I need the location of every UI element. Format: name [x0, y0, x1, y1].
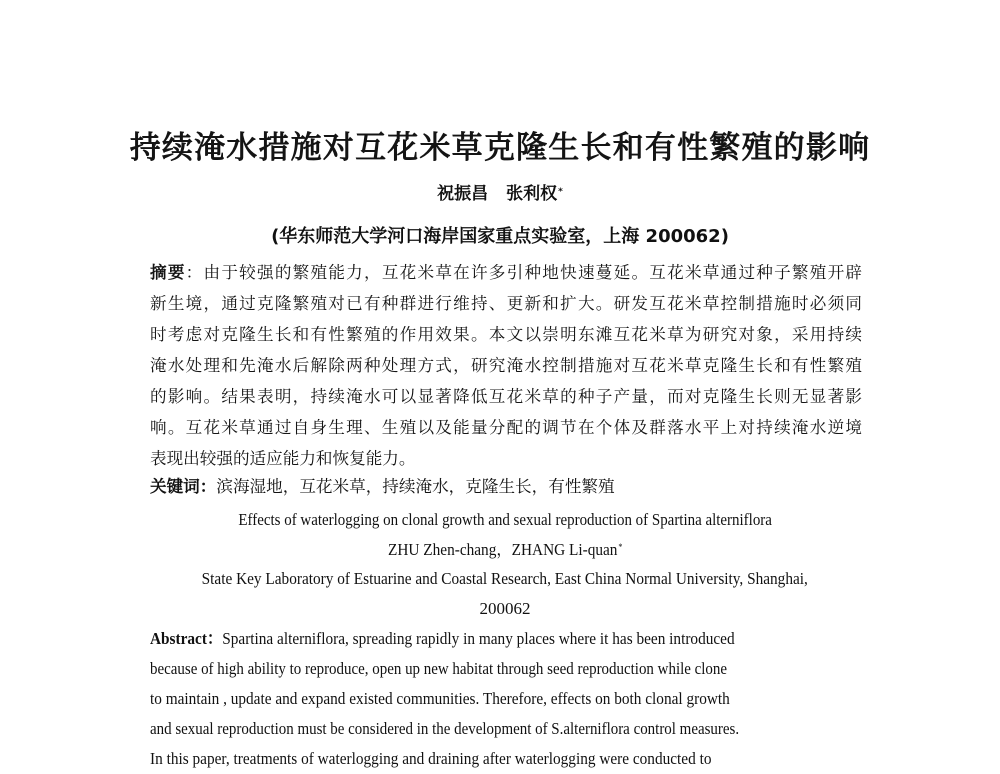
corresponding-author-mark: * — [618, 542, 623, 552]
label-separator: ： — [185, 263, 204, 282]
abstract-cn-line: 新生境，通过克隆繁殖对已有种群进行维持、更新和扩大。研发互花米草控制措施时必须同 — [150, 294, 862, 313]
abstract-en-line-wrap — [150, 624, 735, 654]
abstract-cn — [150, 257, 862, 474]
abstract-cn-line: 时考虑对克隆生长和有性繁殖的作用效果。本文以崇明东滩互花米草为研究对象，采用持续 — [150, 325, 862, 344]
abstract-cn-line: 淹水处理和先淹水后解除两种处理方式，研究淹水控制措施对互花米草克隆生长和有性繁殖 — [150, 356, 862, 375]
zip-code-en-text: 200062 — [479, 599, 531, 618]
abstract-en-line — [150, 624, 862, 654]
authors-en-text: ZHU Zhen-chang，ZHANG Li-quan — [387, 540, 618, 559]
abstract-cn-label: 摘要 — [150, 263, 186, 282]
keywords-cn — [150, 473, 862, 501]
abstract-en-text: Spartina alterniflora, spreading rapidly in many places where it has been introduced — [222, 629, 735, 648]
abstract-en-text: because of high ability to reproduce, open up new habitat through seed reproduction while clone — [150, 659, 728, 678]
author-name: 祝振昌 — [437, 184, 489, 204]
affiliation-cn: (华东师范大学河口海岸国家重点实验室，上海 200062) — [271, 226, 729, 247]
abstract-cn-line: 响。互花米草通过自身生理、生殖以及能量分配的调节在个体及群落水平上对持续淹水逆境 — [150, 418, 862, 437]
abstract-cn-text: 由于较强的繁殖能力，互花米草在许多引种地快速蔓延。互花米草通过种子繁殖开辟 — [203, 263, 863, 282]
zip-code-en — [140, 594, 870, 624]
affiliation-en-text: State Key Laboratory of Estuarine and Coastal Research, East China Normal University, Shanghai, — [201, 569, 809, 588]
authors-en-wrap — [388, 535, 622, 565]
paper-title-cn: 持续淹水措施对互花米草克隆生长和有性繁殖的影响 — [129, 130, 871, 166]
abstract-en-text: and sexual reproduction must be considered in the development of S.alterniflora control measures. — [150, 719, 740, 738]
abstract-en-label: Abstract — [150, 629, 207, 648]
abstract-en-line — [150, 714, 862, 744]
abstract-en-text: to maintain , update and expand existed communities. Therefore, effects on both clonal growth — [150, 689, 730, 708]
authors-en — [140, 535, 870, 565]
abstract-en-line — [150, 744, 862, 774]
abstract-en-line — [150, 654, 862, 684]
keywords-cn-label: 关键词 — [150, 477, 200, 496]
abstract-cn-line: 的影响。结果表明，持续淹水可以显著降低互花米草的种子产量，而对克隆生长则无显著影 — [150, 387, 862, 406]
abstract-cn-line: 表现出较强的适应能力和恢复能力。 — [150, 449, 416, 468]
keywords-cn-text: 滨海湿地，互花米草，持续淹水，克隆生长，有性繁殖 — [216, 477, 615, 496]
authors-cn — [0, 182, 1000, 206]
paper-title-en-text: Effects of waterlogging on clonal growth and sexual reproduction of Spartina alterniflora — [238, 510, 772, 529]
label-separator: ： — [199, 477, 217, 496]
corresponding-author-mark: * — [558, 187, 563, 197]
affiliation-en — [140, 564, 870, 594]
abstract-en — [150, 624, 862, 774]
paper-title-en — [140, 505, 870, 535]
abstract-cn-line — [150, 257, 862, 288]
abstract-en-text: In this paper, treatments of waterlogging and draining after waterlogging were conducted to — [150, 749, 712, 768]
label-separator: ： — [206, 629, 223, 648]
author-name: 张利权 — [506, 184, 558, 204]
abstract-en-line — [150, 684, 862, 714]
